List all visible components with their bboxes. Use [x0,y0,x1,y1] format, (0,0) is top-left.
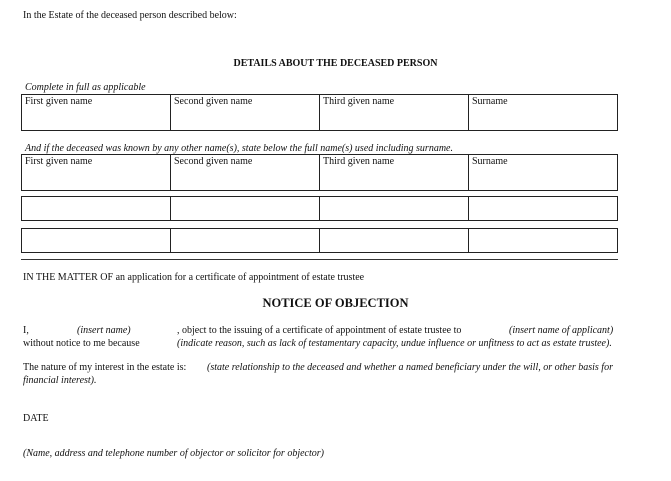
column-label: First given name [25,96,93,107]
object-text: , object to the issuing of a certificate of appointment of estate trustee to [177,325,462,336]
reason-field[interactable]: (indicate reason, such as lack of testamentary capacity, undue influence or unfitness to act as estate trustee). [177,338,612,349]
name-cell-second[interactable] [171,95,320,131]
alias-cell[interactable] [469,197,618,221]
alias-cell[interactable] [469,229,618,253]
alias-cell[interactable] [22,197,171,221]
other-names-table-1 [21,154,618,191]
column-label: Third given name [323,96,395,107]
column-label: Surname [472,156,508,167]
column-label: Surname [472,96,508,107]
interest-field-cont: financial interest). [23,375,97,386]
alias-cell-surname[interactable] [469,155,618,191]
matter-rest: an application for a certificate of appointment of estate trustee [113,272,365,283]
other-names-note: And if the deceased was known by any other name(s), state below the full name(s) used including surname. [25,143,453,154]
date-label: DATE [23,413,49,424]
column-label: Second given name [174,156,253,167]
interest-field[interactable]: (state relationship to the deceased and whether a named beneficiary under the will, or other basis for [207,362,613,373]
matter-prefix: IN THE MATTER OF [23,272,114,283]
notice-title: NOTICE OF OBJECTION [262,296,409,310]
name-cell-first[interactable] [22,95,171,131]
divider [21,259,618,260]
interest-label: The nature of my interest in the estate is: [23,362,187,373]
objector-field[interactable]: (Name, address and telephone number of objector or solicitor for objector) [23,448,324,459]
alias-cell[interactable] [22,229,171,253]
alias-cell[interactable] [171,229,320,253]
alias-cell[interactable] [171,197,320,221]
alias-cell[interactable] [320,197,469,221]
alias-cell-first[interactable] [22,155,171,191]
column-label: First given name [25,156,93,167]
name-cell-surname[interactable] [469,95,618,131]
insert-name-field[interactable]: (insert name) [77,325,131,336]
alias-cell[interactable] [320,229,469,253]
details-heading: DETAILS ABOUT THE DECEASED PERSON [233,58,438,69]
column-label: Third given name [323,156,395,167]
i-label: I, [23,325,29,336]
without-notice-text: without notice to me because [23,338,140,349]
other-names-table-3 [21,228,618,253]
column-label: Second given name [174,96,253,107]
alias-cell-second[interactable] [171,155,320,191]
other-names-table-2 [21,196,618,221]
matter-line [23,272,364,283]
deceased-name-table [21,94,618,131]
name-cell-third[interactable] [320,95,469,131]
complete-note: Complete in full as applicable [25,82,146,93]
estate-intro: In the Estate of the deceased person described below: [23,10,237,21]
insert-applicant-field[interactable]: (insert name of applicant) [509,325,614,336]
alias-cell-third[interactable] [320,155,469,191]
